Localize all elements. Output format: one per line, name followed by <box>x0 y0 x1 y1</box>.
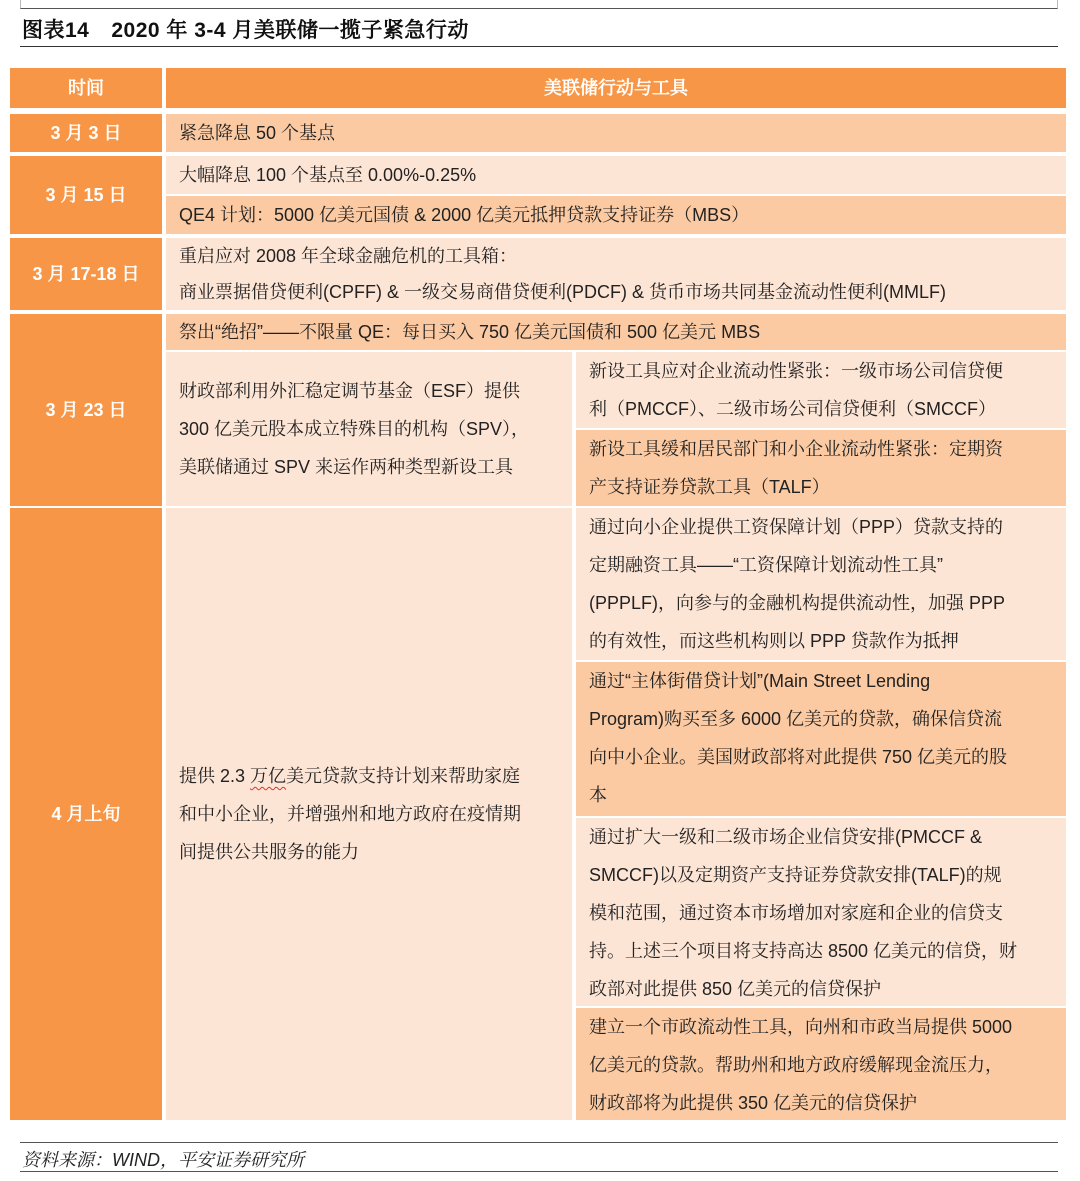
header-actions: 美联储行动与工具 <box>166 68 1066 108</box>
action-line: 300 亿美元股本成立特殊目的机构（SPV）， <box>179 419 530 439</box>
action-line: 持。上述三个项目将支持高达 8500 亿美元的信贷，财 <box>589 941 1018 961</box>
action-line: 利（PMCCF）、二级市场公司信贷便利（SMCCF） <box>589 399 996 419</box>
action-line: 美联储通过 SPV 来运作两种类型新设工具 <box>179 457 514 477</box>
action-line: 财政部将为此提供 350 亿美元的信贷保护 <box>589 1093 918 1113</box>
action-subcell <box>576 508 1066 660</box>
date-label: 3 月 15 日 <box>45 185 127 205</box>
text-segment: 提供 2.3 <box>179 766 251 786</box>
action-line: 重启应对 2008 年全球金融危机的工具箱： <box>179 246 518 266</box>
action-line: 通过“主体街借贷计划”(Main Street Lending <box>589 671 931 691</box>
title-rule <box>20 46 1058 47</box>
action-subcell <box>576 1008 1066 1120</box>
action-line: 财政部利用外汇稳定调节基金（ESF）提供 <box>179 381 521 401</box>
action-text-block <box>179 757 521 871</box>
action-cell-left <box>166 352 572 506</box>
action-subcell <box>576 818 1066 1006</box>
action-line: 建立一个市政流动性工具，向州和市政当局提供 5000 <box>589 1017 1013 1037</box>
date-cell <box>10 238 162 310</box>
header-time: 时间 <box>10 68 162 108</box>
date-cell <box>10 156 162 234</box>
footer-rule-bottom <box>20 1171 1058 1172</box>
date-label: 3 月 23 日 <box>45 400 127 420</box>
date-cell <box>10 508 162 1120</box>
date-label: 4 月上旬 <box>51 804 121 824</box>
date-cell <box>10 314 162 506</box>
action-line: 的有效性，而这些机构则以 PPP 贷款作为抵押 <box>589 631 959 651</box>
figure-title <box>22 14 469 44</box>
spellcheck-marked-text: 万亿 <box>250 766 287 786</box>
figure-number: 图表14 <box>22 19 90 42</box>
footer-rule-top <box>20 1142 1058 1143</box>
action-line: 模和范围，通过资本市场增加对家庭和企业的信贷支 <box>589 903 1003 923</box>
page-frame-top <box>20 0 1058 9</box>
action-line <box>179 757 521 795</box>
action-line: 商业票据借贷便利(CPFF) & 一级交易商借贷便利(PDCF) & 货币市场共同基金流动性便利(MMLF) <box>179 282 946 302</box>
date-cell <box>10 114 162 152</box>
action-line: 亿美元的贷款。帮助州和地方政府缓解现金流压力， <box>589 1055 1003 1075</box>
action-line: 政部对此提供 850 亿美元的信贷保护 <box>589 979 882 999</box>
action-line: 本 <box>589 785 607 805</box>
action-cell: 祭出“绝招”——不限量 QE：每日买入 750 亿美元国债和 500 亿美元 MBS <box>166 314 1066 350</box>
action-cell: 紧急降息 50 个基点 <box>166 114 1066 152</box>
figure-title-text: 2020 年 3-4 月美联储一揽子紧急行动 <box>111 19 469 42</box>
action-subcell <box>576 662 1066 816</box>
action-line: SMCCF)以及定期资产支持证券贷款安排(TALF)的规 <box>589 865 1002 885</box>
text-segment: 美元贷款支持计划来帮助家庭 <box>286 766 521 786</box>
action-cell: 大幅降息 100 个基点至 0.00%-0.25% <box>166 156 1066 194</box>
action-cell <box>166 238 1066 310</box>
action-cell-left <box>166 508 572 1120</box>
date-label: 3 月 3 日 <box>50 123 122 143</box>
action-line: 产支持证券贷款工具（TALF） <box>589 477 830 497</box>
action-line: 通过向小企业提供工资保障计划（PPP）贷款支持的 <box>589 517 1004 537</box>
action-line: 通过扩大一级和二级市场企业信贷安排(PMCCF & <box>589 827 982 847</box>
action-line: 新设工具应对企业流动性紧张：一级市场公司信贷便 <box>589 361 1003 381</box>
action-text-block <box>179 372 529 486</box>
action-subcell <box>576 430 1066 506</box>
action-line: 定期融资工具——“工资保障计划流动性工具” <box>589 555 943 575</box>
action-line: 向中小企业。美国财政部将对此提供 750 亿美元的股 <box>589 747 1008 767</box>
action-line: 间提供公共服务的能力 <box>179 842 359 862</box>
action-line: 新设工具缓和居民部门和小企业流动性紧张：定期资 <box>589 439 1003 459</box>
action-line: 和中小企业，并增强州和地方政府在疫情期 <box>179 804 521 824</box>
action-line: (PPPLF)，向参与的金融机构提供流动性，加强 PPP <box>589 593 1006 613</box>
action-cell: QE4 计划：5000 亿美元国债 & 2000 亿美元抵押贷款支持证券（MBS） <box>166 196 1066 234</box>
source-note: 资料来源：WIND，平安证券研究所 <box>22 1150 304 1170</box>
action-subcell <box>576 352 1066 428</box>
action-line: Program)购买至多 6000 亿美元的贷款，确保信贷流 <box>589 709 1003 729</box>
date-label: 3 月 17-18 日 <box>32 264 140 284</box>
